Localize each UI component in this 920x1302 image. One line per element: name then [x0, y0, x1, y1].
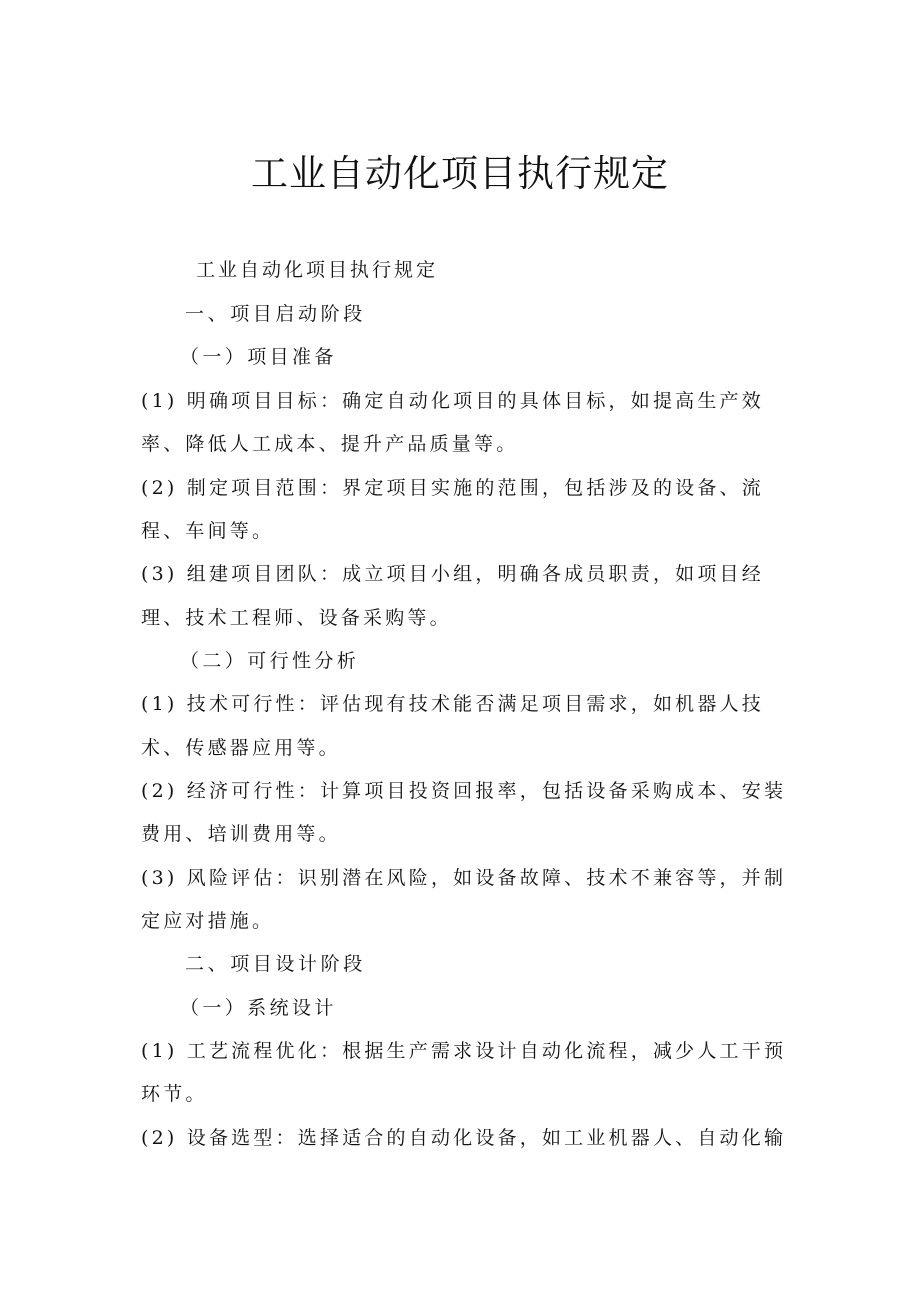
paragraph-line: (2) 设备选型：选择适合的自动化设备，如工业机器人、自动化输: [141, 1127, 787, 1149]
paragraph-line: 程、车间等。: [141, 520, 275, 542]
paragraph-line: (2) 制定项目范围：界定项目实施的范围，包括涉及的设备、流: [141, 477, 764, 499]
section-heading-1: 一、项目启动阶段: [185, 303, 366, 325]
paragraph-line: 理、技术工程师、设备采购等。: [141, 607, 452, 629]
paragraph-line: (3) 组建项目团队：成立项目小组，明确各成员职责，如项目经: [141, 563, 764, 585]
paragraph-line: 环节。: [141, 1083, 208, 1105]
document-title: 工业自动化项目执行规定: [251, 152, 669, 195]
subsection-heading-2-1: （一）系统设计: [180, 997, 337, 1019]
paragraph-line: 术、传感器应用等。: [141, 737, 341, 759]
section-heading-2: 二、项目设计阶段: [185, 953, 366, 975]
paragraph-line: (1) 技术可行性：评估现有技术能否满足项目需求，如机器人技: [141, 693, 764, 715]
paragraph-line: (1) 工艺流程优化：根据生产需求设计自动化流程，减少人工干预: [141, 1040, 787, 1062]
paragraph-line: (1) 明确项目目标：确定自动化项目的具体目标，如提高生产效: [141, 390, 764, 412]
paragraph-line: (3) 风险评估：识别潜在风险，如设备故障、技术不兼容等，并制: [141, 867, 787, 889]
paragraph-line: 费用、培训费用等。: [141, 823, 341, 845]
paragraph-line: 定应对措施。: [141, 910, 275, 932]
subsection-heading-1-1: （一）项目准备: [180, 346, 337, 368]
subsection-heading-1-2: （二）可行性分析: [180, 650, 360, 672]
document-subtitle: 工业自动化项目执行规定: [196, 259, 439, 281]
paragraph-line: (2) 经济可行性：计算项目投资回报率，包括设备采购成本、安装: [141, 780, 787, 802]
paragraph-line: 率、降低人工成本、提升产品质量等。: [141, 433, 519, 455]
